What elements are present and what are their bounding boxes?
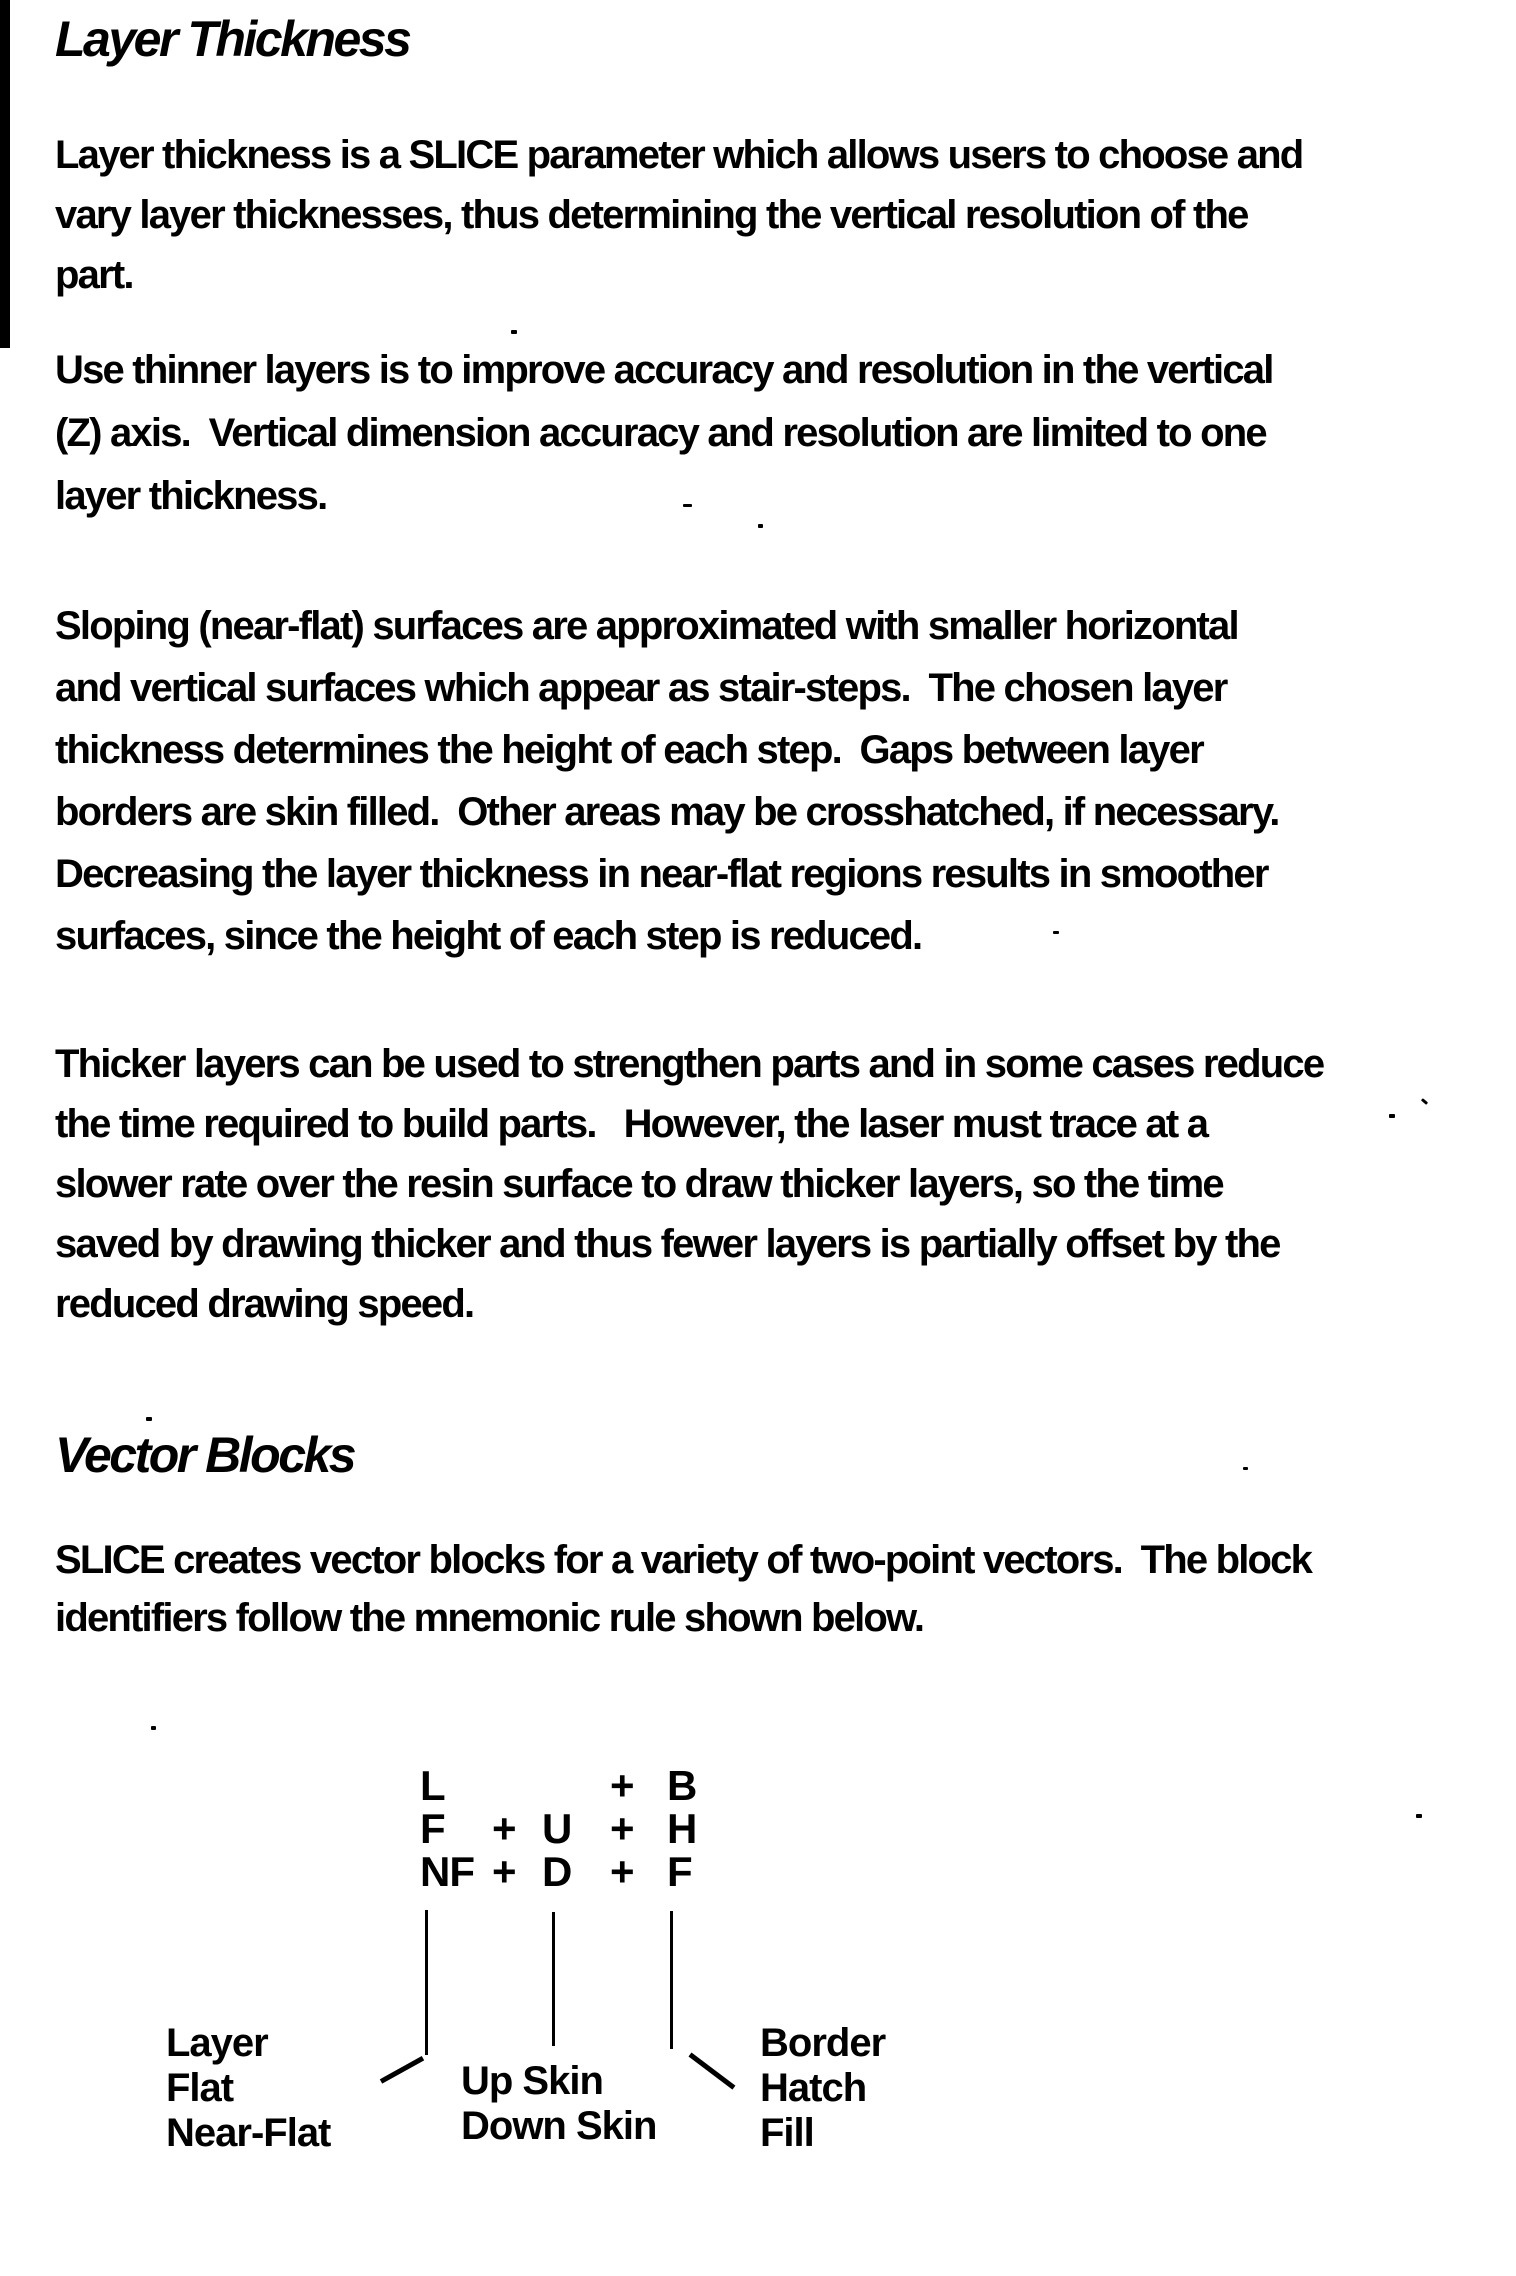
text-line: slower rate over the resin surface to draw thicker layers, so the time (55, 1162, 1223, 1206)
label-line: Down Skin (461, 2104, 657, 2148)
label-line: Layer (166, 2021, 268, 2065)
paragraph-thinner-layers (55, 339, 1273, 528)
mnemonic-char: + (492, 1805, 516, 1852)
text-line: identifiers follow the mnemonic rule shown below. (55, 1596, 924, 1640)
label-line: Flat (166, 2066, 234, 2110)
diagram-label-layer-type (166, 2021, 330, 2156)
text-line: (Z) axis. Vertical dimension accuracy and resolution are limited to one (55, 411, 1266, 455)
connector-line-skin-type (552, 1912, 555, 2046)
scan-speck (758, 524, 763, 528)
scan-speck (1243, 1467, 1248, 1470)
heading-layer-thickness: Layer Thickness (55, 11, 410, 67)
mnemonic-column-plus-2 (610, 1764, 634, 1893)
text-line: Sloping (near-flat) surfaces are approximated with smaller horizontal (55, 604, 1238, 648)
paragraph-layer-thickness-intro (55, 125, 1302, 305)
text-line: reduced drawing speed. (55, 1282, 474, 1326)
mnemonic-char: F (667, 1848, 692, 1895)
text-line: layer thickness. (55, 474, 327, 518)
mnemonic-char: L (420, 1762, 445, 1809)
text-line: Thicker layers can be used to strengthen parts and in some cases reduce (55, 1042, 1324, 1086)
scan-edge-artifact (0, 0, 10, 348)
mnemonic-char (492, 1764, 516, 1807)
paragraph-sloping-surfaces (55, 595, 1279, 967)
text-line: part. (55, 253, 133, 297)
scan-speck (1416, 1814, 1422, 1818)
mnemonic-column-vector-type (667, 1764, 696, 1893)
scan-speck (146, 1417, 152, 1421)
mnemonic-char: + (492, 1848, 516, 1895)
scan-speck (1389, 1114, 1395, 1118)
paragraph-thicker-layers (55, 1034, 1323, 1334)
label-line: Up Skin (461, 2059, 603, 2103)
mnemonic-char: F (420, 1805, 445, 1852)
mnemonic-column-layer-type (420, 1764, 474, 1893)
mnemonic-char: + (610, 1805, 634, 1852)
text-line: the time required to build parts. However, the laser must trace at a (55, 1102, 1208, 1146)
scan-speck (511, 330, 517, 334)
text-line: vary layer thicknesses, thus determining the vertical resolution of the (55, 193, 1248, 237)
scan-speck (1421, 1098, 1428, 1105)
scan-speck (683, 504, 692, 507)
scan-speck (1053, 931, 1059, 934)
text-line: saved by drawing thicker and thus fewer layers is partially offset by the (55, 1222, 1280, 1266)
scan-speck (151, 1726, 156, 1730)
label-line: Fill (760, 2111, 814, 2155)
heading-vector-blocks: Vector Blocks (55, 1427, 355, 1483)
connector-line-vector-type (670, 1911, 673, 2049)
mnemonic-char: NF (420, 1848, 474, 1895)
mnemonic-char: + (610, 1848, 634, 1895)
leader-slash-left (380, 2056, 424, 2084)
diagram-label-vector-type (760, 2021, 885, 2156)
text-line: Layer thickness is a SLICE parameter which allows users to choose and (55, 133, 1303, 177)
paragraph-vector-blocks-intro (55, 1531, 1311, 1647)
text-line: thickness determines the height of each step. Gaps between layer (55, 728, 1203, 772)
text-line: SLICE creates vector blocks for a variety of two-point vectors. The block (55, 1538, 1312, 1582)
text-line: surfaces, since the height of each step is reduced. (55, 914, 922, 958)
text-line: Use thinner layers is to improve accuracy and resolution in the vertical (55, 348, 1273, 392)
connector-line-layer-type (425, 1910, 428, 2055)
text-line: borders are skin filled. Other areas may be crosshatched, if necessary. (55, 790, 1279, 834)
diagram-label-skin-type (461, 2059, 656, 2149)
mnemonic-char: U (542, 1805, 572, 1852)
mnemonic-char (542, 1764, 571, 1807)
mnemonic-char: D (542, 1848, 572, 1895)
mnemonic-column-plus-1 (492, 1764, 516, 1893)
text-line: Decreasing the layer thickness in near-flat regions results in smoother (55, 852, 1268, 896)
mnemonic-column-skin-type (542, 1764, 571, 1893)
text-line: and vertical surfaces which appear as stair-steps. The chosen layer (55, 666, 1227, 710)
label-line: Near-Flat (166, 2111, 331, 2155)
label-line: Hatch (760, 2066, 867, 2110)
mnemonic-char: H (667, 1805, 697, 1852)
mnemonic-char: + (610, 1762, 634, 1809)
leader-slash-right (688, 2053, 735, 2090)
label-line: Border (760, 2021, 886, 2065)
mnemonic-char: B (667, 1762, 697, 1809)
